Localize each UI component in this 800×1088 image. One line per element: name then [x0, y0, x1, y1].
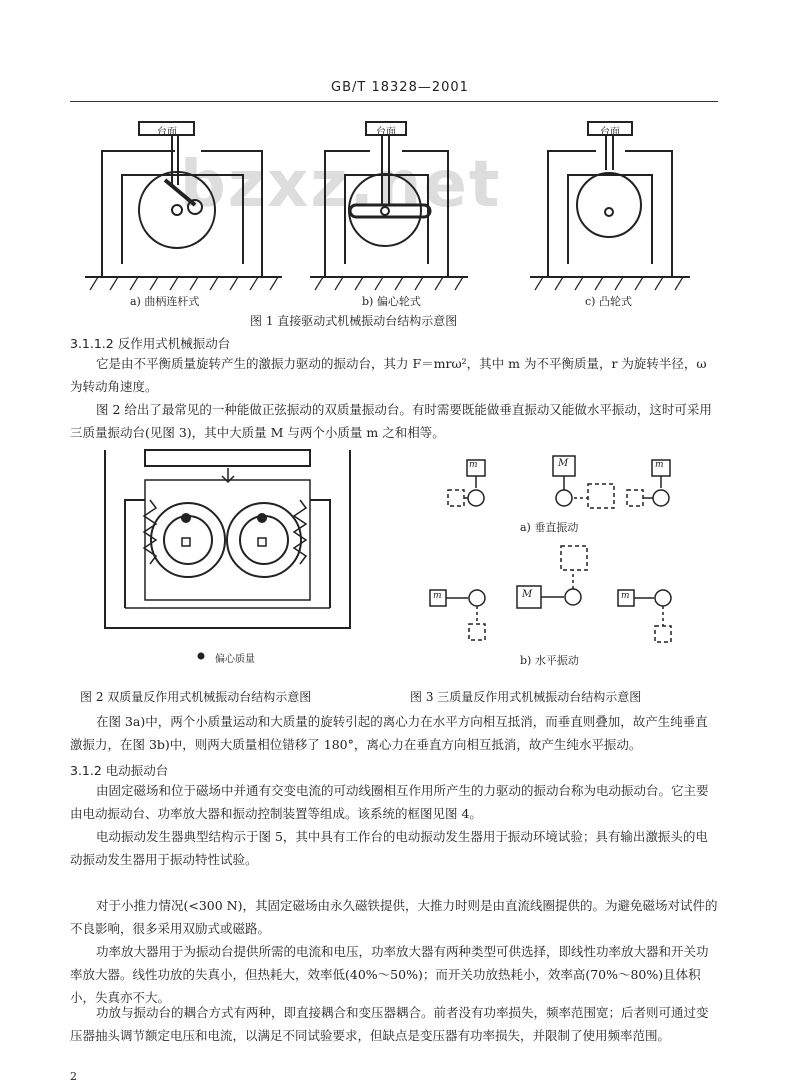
fig2-eccentric-mass-legend-dot	[198, 653, 205, 660]
fig2-caption: 图 2 双质量反作用式机械振动台结构示意图	[80, 690, 312, 704]
body-paragraph-6-text: 对于小推力情况(<300 N)，其固定磁场由永久磁铁提供，大推力时则是由直流线圈提供的。为避免磁场对试件的不良影响，很多采用双励式或磁路。	[70, 898, 718, 936]
section-312-heading: 3.1.2 电动振动台	[70, 763, 169, 778]
fig1b-eccentric-wheel-mechanism	[310, 122, 468, 277]
fig1b-table-label: 台面	[376, 127, 396, 138]
fig1a-table-label: 台面	[157, 127, 177, 138]
section-3112-paragraph-1-text: 它是由不平衡质量旋转产生的激振力驱动的振动台，其力 F＝mrω²，其中 m 为不平衡质量，r 为旋转半径，ω 为转动角速度。	[70, 356, 707, 394]
section-3112-paragraph-2-text: 图 2 给出了最常见的一种能做正弦振动的双质量振动台。有时需要既能做垂直振动又能做水平振动，这时可采用三质量振动台(见图 3)，其中大质量 M 与两个小质量 m 之和相等。	[70, 402, 712, 440]
section-3112-heading: 3.1.1.2 反作用式机械振动台	[70, 336, 231, 351]
body-paragraph-3-text: 在图 3a)中，两个小质量运动和大质量的旋转引起的离心力在水平方向相互抵消，而垂直则叠加，故产生纯垂直激振力，在图 3b)中，则两大质量相位错移了 180°，离心力在垂直方向相互抵消，故产生纯水平振动。	[70, 714, 708, 752]
body-paragraph-4-text: 由固定磁场和位于磁场中并通有交变电流的可动线圈相互作用所产生的力驱动的振动台称为电动振动台。它主要由电动振动台、功率放大器和振动控制装置等组成。该系统的框图见图 4。	[70, 783, 709, 821]
fig3-subcaption-a: a) 垂直振动	[520, 521, 579, 534]
fig3a-mass-label-2: m	[655, 460, 664, 470]
body-paragraph-5-text: 电动振动发生器典型结构示于图 5，其中具有工作台的电动振动发生器用于振动环境试验；具有输出激振头的电动振动发生器用于振动特性试验。	[70, 829, 708, 867]
fig3b-mass-label-2: m	[621, 591, 630, 601]
body-paragraph-7	[70, 940, 720, 1009]
fig1c-cam-mechanism	[530, 122, 690, 277]
fig1-subcaption-b: b) 偏心轮式	[362, 295, 421, 308]
body-paragraph-6	[70, 894, 720, 940]
fig1-caption: 图 1 直接驱动式机械振动台结构示意图	[250, 314, 458, 328]
fig3b-horizontal-vibration	[430, 546, 671, 642]
figure-1-drawings	[0, 0, 800, 330]
section-3112-paragraph-1	[70, 352, 720, 398]
body-paragraph-8	[70, 1001, 720, 1047]
fig3-caption: 图 3 三质量反作用式机械振动台结构示意图	[410, 690, 642, 704]
figure-2-3-drawings	[0, 440, 800, 690]
fig3b-mass-label-M: M	[522, 589, 533, 600]
page-number: 2	[70, 1070, 77, 1083]
fig1c-table-label: 台面	[600, 127, 620, 138]
section-3112-paragraph-2	[70, 398, 720, 444]
body-paragraph-7-text: 功率放大器用于为振动台提供所需的电流和电压，功率放大器有两种类型可供选择，即线性功率放大器和开关功率放大器。线性功放的失真小，但热耗大，效率低(40%～50%)；而开关功放热耗小，效率高(70%～80%)且体积小，失真亦不大。	[70, 944, 709, 1005]
fig3a-mass-label-1: m	[469, 460, 478, 470]
fig1-subcaption-c: c) 凸轮式	[585, 295, 632, 308]
body-paragraph-5	[70, 825, 720, 871]
watermark: bzxz.net	[180, 148, 502, 222]
fig1a-crank-mechanism	[85, 122, 282, 277]
body-paragraph-8-text: 功放与振动台的耦合方式有两种，即直接耦合和变压器耦合。前者没有功率损失，频率范围宽；后者则可通过变压器抽头调节额定电压和电流，以满足不同试验要求，但缺点是变压器有功率损失，并限制了使用频率范围。	[70, 1005, 709, 1043]
fig3a-mass-label-M: M	[558, 458, 569, 469]
body-paragraph-4	[70, 779, 720, 825]
body-paragraph-3	[70, 710, 720, 756]
fig2-dual-mass-shaker	[105, 450, 350, 628]
page-header-code: GB/T 18328—2001	[331, 80, 469, 95]
fig3b-mass-label-1: m	[433, 591, 442, 601]
fig3-subcaption-b: b) 水平振动	[520, 654, 579, 667]
fig2-legend-label: 偏心质量	[215, 654, 255, 665]
fig1-subcaption-a: a) 曲柄连杆式	[130, 295, 200, 308]
